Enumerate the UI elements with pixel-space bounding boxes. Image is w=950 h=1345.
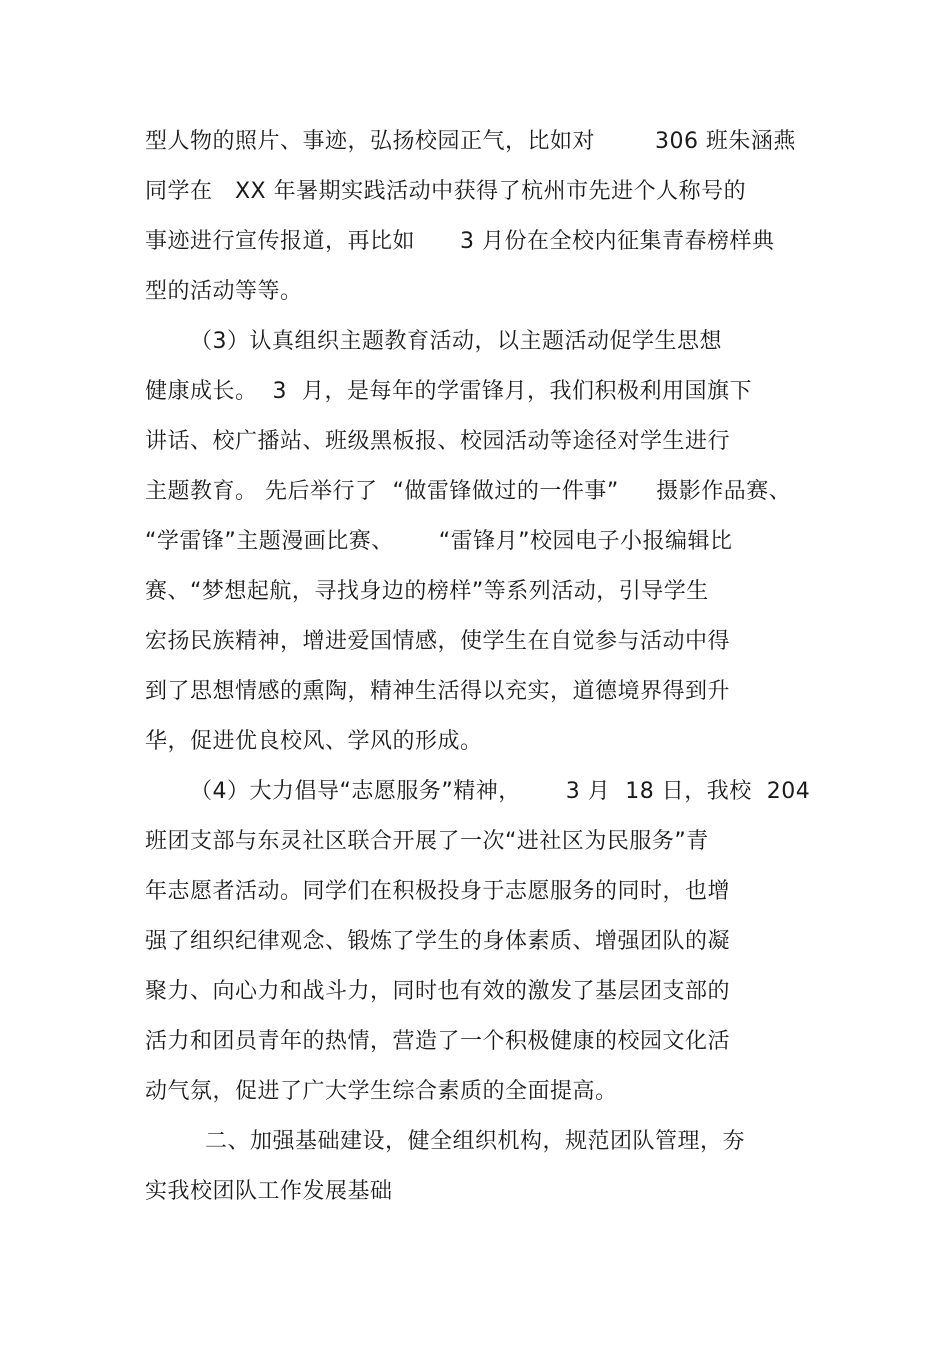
text-line: 型的活动等等。 <box>145 279 303 304</box>
section-heading-line: 实我校团队工作发展基础 <box>145 1179 393 1204</box>
text-line: 事迹进行宣传报道，再比如 3 月份在全校内征集青春榜样典 <box>145 229 775 254</box>
text-line: 健康成长。 3 月，是每年的学雷锋月，我们积极利用国旗下 <box>145 379 752 404</box>
text-line: 班团支部与东灵社区联合开展了一次“进社区为民服务”青 <box>145 829 709 854</box>
text-line: 主题教育。 先后举行了 “做雷锋做过的一件事” 摄影作品赛、 <box>145 479 792 504</box>
text-line: 同学在 XX 年暑期实践活动中获得了杭州市先进个人称号的 <box>145 179 747 204</box>
text-line: 年志愿者活动。同学们在积极投身于志愿服务的同时，也增 <box>145 879 731 904</box>
text-line: （3）认真组织主题教育活动，以主题活动促学生思想 <box>190 329 722 354</box>
text-line: 动气氛，促进了广大学生综合素质的全面提高。 <box>145 1079 618 1104</box>
text-line: 华，促进优良校风、学风的形成。 <box>145 729 483 754</box>
text-line: 强了组织纪律观念、锻炼了学生的身体素质、增强团队的凝 <box>145 929 731 954</box>
text-line: 到了思想情感的熏陶，精神生活得以充实，道德境界得到升 <box>145 679 731 704</box>
text-line: 赛、“梦想起航，寻找身边的榜样”等系列活动，引导学生 <box>145 579 709 604</box>
text-line: （4）大力倡导“志愿服务”精神， 3 月 18 日，我校 204 <box>190 779 811 804</box>
text-line: 宏扬民族精神，增进爱国情感，使学生在自觉参与活动中得 <box>145 629 731 654</box>
text-line: “学雷锋”主题漫画比赛、 “雷锋月”校园电子小报编辑比 <box>145 529 733 554</box>
text-line: 型人物的照片、事迹，弘扬校园正气，比如对 306 班朱涵燕 <box>145 129 796 154</box>
text-line: 活力和团员青年的热情，营造了一个积极健康的校园文化活 <box>145 1029 731 1054</box>
section-heading-line: 二、加强基础建设，健全组织机构，规范团队管理，夯 <box>205 1129 746 1154</box>
text-line: 聚力、向心力和战斗力，同时也有效的激发了基层团支部的 <box>145 979 731 1004</box>
text-line: 讲话、校广播站、班级黑板报、校园活动等途径对学生进行 <box>145 429 731 454</box>
